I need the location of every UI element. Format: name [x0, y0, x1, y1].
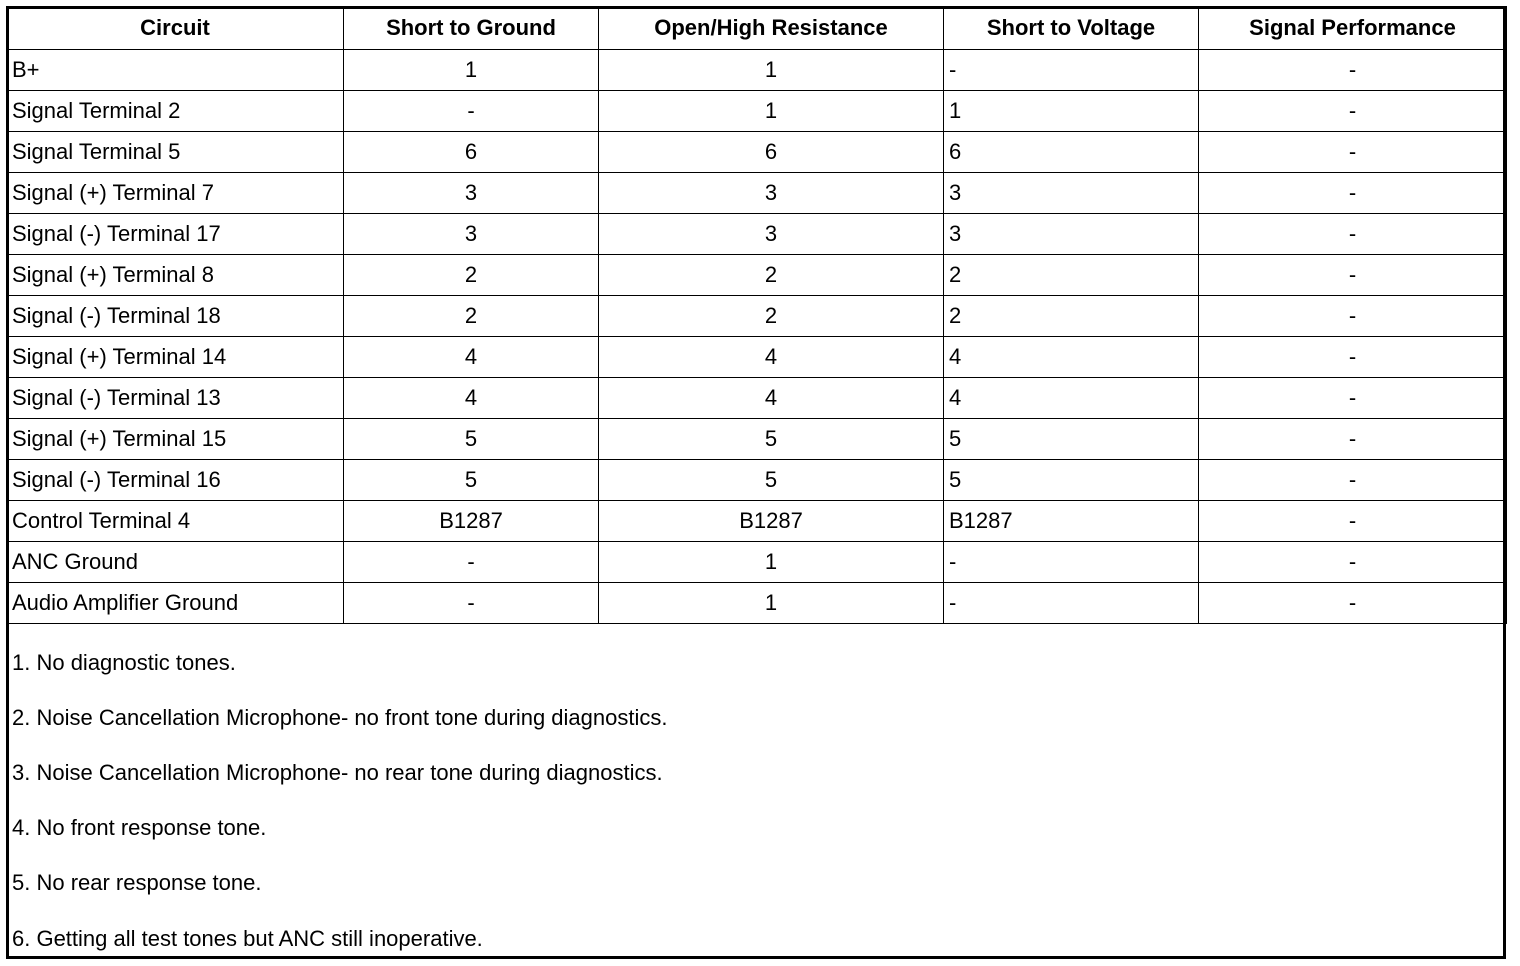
cell-circuit: Signal Terminal 2 [7, 91, 344, 132]
cell-short-to-ground: 2 [344, 296, 599, 337]
cell-signal-performance: - [1199, 173, 1507, 214]
cell-short-to-ground: 2 [344, 255, 599, 296]
cell-signal-performance: - [1199, 501, 1507, 542]
cell-short-to-voltage: 5 [944, 460, 1199, 501]
cell-short-to-ground: - [344, 583, 599, 624]
footnote-5: 5. No rear response tone. [12, 870, 262, 895]
cell-short-to-voltage: B1287 [944, 501, 1199, 542]
cell-short-to-ground: 6 [344, 132, 599, 173]
cell-signal-performance: - [1199, 296, 1507, 337]
table-row [7, 542, 1507, 583]
cell-signal-performance: - [1199, 132, 1507, 173]
cell-circuit: Signal (-) Terminal 17 [7, 214, 344, 255]
cell-short-to-ground: 4 [344, 337, 599, 378]
table-row [7, 173, 1507, 214]
cell-circuit: Signal (+) Terminal 14 [7, 337, 344, 378]
cell-short-to-ground: - [344, 542, 599, 583]
cell-circuit: Signal (+) Terminal 7 [7, 173, 344, 214]
cell-short-to-voltage: 4 [944, 378, 1199, 419]
header-signal-performance: Signal Performance [1199, 7, 1507, 50]
footnotes [9, 642, 1503, 957]
cell-signal-performance: - [1199, 214, 1507, 255]
cell-short-to-ground: 5 [344, 419, 599, 460]
cell-open-high-resistance: 2 [599, 296, 944, 337]
table-row [7, 50, 1507, 91]
cell-open-high-resistance: 3 [599, 214, 944, 255]
cell-open-high-resistance: 4 [599, 337, 944, 378]
cell-short-to-voltage: - [944, 542, 1199, 583]
cell-circuit: Signal (-) Terminal 13 [7, 378, 344, 419]
cell-open-high-resistance: 1 [599, 50, 944, 91]
cell-short-to-ground: 4 [344, 378, 599, 419]
cell-open-high-resistance: 1 [599, 91, 944, 132]
table-row [7, 214, 1507, 255]
cell-short-to-ground: - [344, 91, 599, 132]
cell-open-high-resistance: 5 [599, 460, 944, 501]
table-row [7, 460, 1507, 501]
cell-open-high-resistance: 3 [599, 173, 944, 214]
cell-open-high-resistance: 2 [599, 255, 944, 296]
cell-open-high-resistance: 1 [599, 583, 944, 624]
cell-circuit: Audio Amplifier Ground [7, 583, 344, 624]
diagnostic-table [6, 6, 1507, 624]
cell-circuit: ANC Ground [7, 542, 344, 583]
cell-short-to-voltage: 2 [944, 255, 1199, 296]
cell-circuit: Signal (+) Terminal 15 [7, 419, 344, 460]
table-row [7, 255, 1507, 296]
table-row [7, 583, 1507, 624]
cell-signal-performance: - [1199, 50, 1507, 91]
header-open-high-resistance: Open/High Resistance [599, 7, 944, 50]
cell-signal-performance: - [1199, 419, 1507, 460]
footnote-1: 1. No diagnostic tones. [12, 650, 236, 675]
cell-short-to-voltage: 3 [944, 214, 1199, 255]
cell-circuit: Signal (+) Terminal 8 [7, 255, 344, 296]
cell-circuit: B+ [7, 50, 344, 91]
footnote-4: 4. No front response tone. [12, 815, 267, 840]
cell-short-to-voltage: 5 [944, 419, 1199, 460]
table-row [7, 296, 1507, 337]
table-body [7, 50, 1507, 624]
cell-short-to-voltage: 6 [944, 132, 1199, 173]
cell-circuit: Signal (-) Terminal 16 [7, 460, 344, 501]
table-row [7, 378, 1507, 419]
cell-signal-performance: - [1199, 255, 1507, 296]
cell-short-to-voltage: 2 [944, 296, 1199, 337]
cell-open-high-resistance: 6 [599, 132, 944, 173]
cell-short-to-ground: 3 [344, 173, 599, 214]
header-short-to-voltage: Short to Voltage [944, 7, 1199, 50]
cell-signal-performance: - [1199, 542, 1507, 583]
cell-signal-performance: - [1199, 337, 1507, 378]
cell-short-to-voltage: 4 [944, 337, 1199, 378]
table-row [7, 132, 1507, 173]
header-row [7, 7, 1507, 50]
cell-short-to-voltage: 3 [944, 173, 1199, 214]
cell-signal-performance: - [1199, 460, 1507, 501]
cell-circuit: Signal Terminal 5 [7, 132, 344, 173]
cell-short-to-ground: 1 [344, 50, 599, 91]
table-row [7, 419, 1507, 460]
cell-short-to-voltage: - [944, 583, 1199, 624]
cell-signal-performance: - [1199, 378, 1507, 419]
cell-short-to-ground: 3 [344, 214, 599, 255]
cell-open-high-resistance: 1 [599, 542, 944, 583]
cell-short-to-voltage: 1 [944, 91, 1199, 132]
cell-circuit: Signal (-) Terminal 18 [7, 296, 344, 337]
header-circuit: Circuit [7, 7, 344, 50]
cell-short-to-voltage: - [944, 50, 1199, 91]
cell-short-to-ground: B1287 [344, 501, 599, 542]
footnote-6: 6. Getting all test tones but ANC still inoperative. [12, 926, 483, 951]
header-short-to-ground: Short to Ground [344, 7, 599, 50]
footnote-3: 3. Noise Cancellation Microphone- no rear tone during diagnostics. [12, 760, 663, 785]
footnote-2: 2. Noise Cancellation Microphone- no front tone during diagnostics. [12, 705, 668, 730]
cell-open-high-resistance: 4 [599, 378, 944, 419]
cell-signal-performance: - [1199, 91, 1507, 132]
cell-short-to-ground: 5 [344, 460, 599, 501]
table-row [7, 91, 1507, 132]
cell-signal-performance: - [1199, 583, 1507, 624]
table-row [7, 337, 1507, 378]
cell-open-high-resistance: B1287 [599, 501, 944, 542]
cell-open-high-resistance: 5 [599, 419, 944, 460]
cell-circuit: Control Terminal 4 [7, 501, 344, 542]
table-row [7, 501, 1507, 542]
